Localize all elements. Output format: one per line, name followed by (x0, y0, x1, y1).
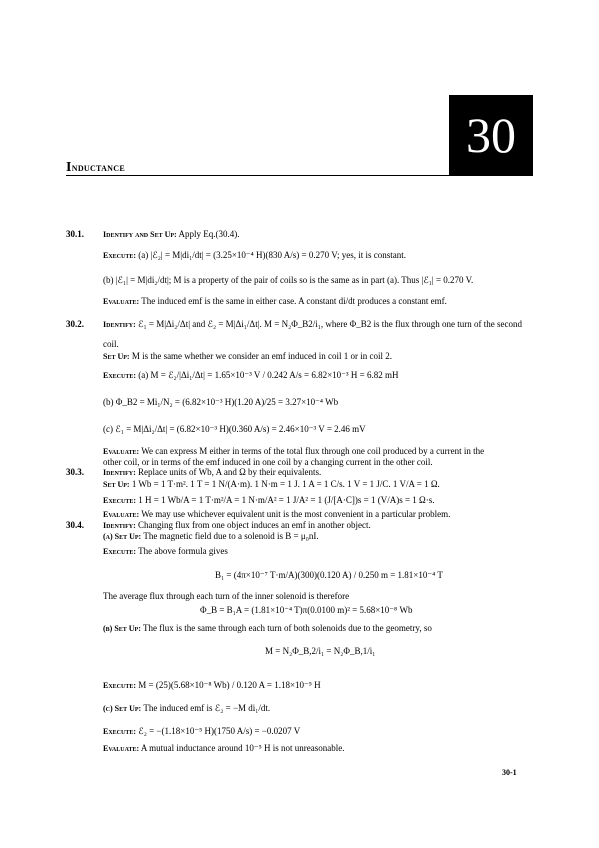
problem-line: Evaluate: We can express M either in terms of the total flux through one coil produced by a current in the (103, 446, 485, 456)
chapter-title: Inductance (66, 160, 125, 175)
equation: Φ_B = B₁A = (1.81×10⁻⁴ T)π(0.0100 m)² = 5.68×10⁻⁸ Wb (200, 605, 413, 615)
problem-line: Evaluate: We may use whichever equivalent unit is the most convenient in a particular problem. (103, 509, 451, 519)
problem-line: Identify: Changing flux from one object induces an emf in another object. (103, 520, 371, 530)
problem-line: (b) Φ_B2 = Mi₁/N₂ = (6.82×10⁻³ H)(1.20 A)/25 = 3.27×10⁻⁴ Wb (103, 397, 339, 407)
chapter-rule (66, 175, 533, 176)
problem-line: (c) ℰ₁ = M|Δi₂/Δt| = (6.82×10⁻³ H)(0.360 A/s) = 2.46×10⁻³ V = 2.46 mV (103, 424, 366, 434)
problem-line: Execute: M = (25)(5.68×10⁻⁸ Wb) / 0.120 A = 1.18×10⁻⁵ H (103, 680, 321, 690)
problem-number: 30.1. (66, 229, 84, 239)
problem-line: Execute: 1 H = 1 Wb/A = 1 T·m²/A = 1 N·m/A² = 1 J/A² = 1 (J/[A·C])s = 1 (V/A)s = 1 Ω·s. (103, 495, 435, 505)
problem-line: Execute: The above formula gives (103, 546, 228, 556)
chapter-number-box (449, 95, 533, 176)
page-number: 30-1 (502, 768, 517, 777)
problem-line: (c) Set Up: The induced emf is ℰ₂ = −M di₁/dt. (103, 703, 271, 713)
chapter-number: 30 (466, 107, 516, 163)
problem-line: Evaluate: The induced emf is the same in either case. A constant di/dt produces a constant emf. (103, 296, 447, 306)
problem-line: Identify and Set Up: Apply Eq.(30.4). (103, 229, 240, 239)
problem-line: Evaluate: A mutual inductance around 10⁻⁵ H is not unreasonable. (103, 743, 345, 753)
problem-line: Identify: ℰ₁ = M|Δi₂/Δt| and ℰ₂ = M|Δi₁/Δt|. M = N₂Φ_B2/i₁, where Φ_B2 is the flux through one turn of the second (103, 319, 522, 329)
problem-line: (b) |ℰ₁| = M|di₂/dt|; M is a property of the pair of coils so is the same as in part (a). Thus |ℰ₁| = 0.270 V. (103, 275, 474, 285)
problem-line: Execute: ℰ₂ = −(1.18×10⁻⁵ H)(1750 A/s) = −0.0207 V (103, 726, 301, 736)
problem-line: Set Up: M is the same whether we consider an emf induced in coil 1 or in coil 2. (103, 351, 392, 361)
problem-line: (b) Set Up: The flux is the same through each turn of both solenoids due to the geometry, so (103, 623, 432, 633)
problem-line: Identify: Replace units of Wb, A and Ω by their equivalents. (103, 467, 322, 477)
problem-number: 30.3. (66, 467, 84, 477)
problem-line: Set Up: 1 Wb = 1 T·m². 1 T = 1 N/(A·m). 1 N·m = 1 J. 1 A = 1 C/s. 1 V = 1 J/C. 1 V/A = 1 Ω. (103, 479, 440, 489)
problem-line: Execute: (a) M = ℰ₂/|Δi₁/Δt| = 1.65×10⁻³ V / 0.242 A/s = 6.82×10⁻³ H = 6.82 mH (103, 370, 399, 380)
problem-line: Execute: (a) |ℰ₂| = M|di₁/dt| = (3.25×10⁻⁴ H)(830 A/s) = 0.270 V; yes, it is constant. (103, 250, 407, 260)
problem-line: The average flux through each turn of the inner solenoid is therefore (103, 591, 350, 601)
equation: B₁ = (4π×10⁻⁷ T·m/A)(300)(0.120 A) / 0.250 m = 1.81×10⁻⁴ T (215, 570, 443, 580)
equation: M = N₂Φ_B,2/i₁ = N₂Φ_B,1/i₁ (265, 646, 376, 656)
problem-line: coil. (103, 339, 119, 349)
problem-line: (a) Set Up: The magnetic field due to a solenoid is B = μ₀nI. (103, 531, 319, 541)
problem-number: 30.4. (66, 520, 84, 530)
problem-number: 30.2. (66, 319, 84, 329)
problem-line: other coil, or in terms of the emf induced in one coil by a changing current in the other coil. (103, 457, 433, 467)
